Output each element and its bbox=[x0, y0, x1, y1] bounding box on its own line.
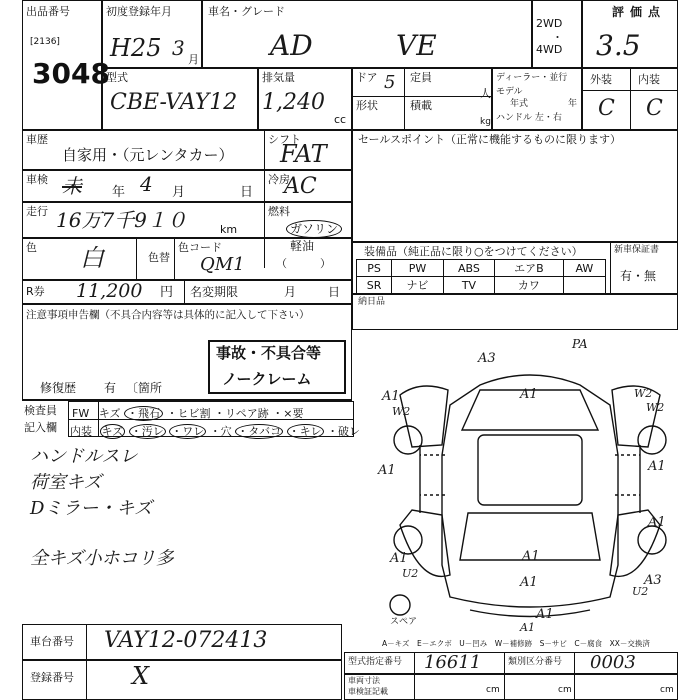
load-label: 積載 bbox=[410, 99, 432, 112]
warranty-label: 新車保証書 bbox=[614, 245, 660, 255]
int-tabako: ・タバコ bbox=[237, 425, 282, 438]
recycle-row bbox=[22, 280, 352, 304]
mark-w2-rf2: W2 bbox=[646, 401, 665, 414]
int-yogore: ・汚レ bbox=[130, 425, 164, 438]
inspection-value: 未 bbox=[62, 174, 82, 198]
ac-label: 冷房 bbox=[268, 173, 290, 186]
inspector-label2: 記入欄 bbox=[24, 421, 57, 434]
inspector-label1: 検査員 bbox=[24, 404, 57, 417]
check-hibi: ・ヒビ割 bbox=[166, 407, 211, 420]
size-label2: 車検証記載 bbox=[348, 687, 388, 696]
check-repair: ・リペア跡 bbox=[214, 407, 269, 420]
drive-2wd: 2WD bbox=[536, 17, 563, 30]
model-year-sub: 年式 bbox=[510, 99, 529, 109]
plate-value: X bbox=[132, 662, 150, 690]
check-kizu: キズ bbox=[98, 407, 121, 420]
mark-a1-lf: A1 bbox=[382, 389, 400, 404]
type-designation-label: 型式指定番号 bbox=[348, 657, 403, 667]
reg-year-value: H25 bbox=[110, 34, 162, 62]
door-value: 5 bbox=[384, 72, 396, 93]
repaint-label: 色替 bbox=[148, 251, 170, 264]
size-cm3: cm bbox=[660, 685, 674, 695]
mark-a1-lr: A1 bbox=[390, 551, 408, 566]
load-unit: kg bbox=[480, 117, 491, 127]
shift-value: FAT bbox=[280, 140, 327, 168]
mark-a1-hood: A1 bbox=[520, 387, 538, 402]
check-tobiishi: ・飛石 bbox=[124, 406, 163, 421]
model-label: 車名・グレード bbox=[208, 5, 285, 18]
change-month-unit: 月 bbox=[284, 285, 297, 299]
repair-label: 修復歴 bbox=[40, 381, 77, 395]
eq-abs: ABS bbox=[443, 260, 494, 277]
mileage-label: 走行 bbox=[26, 205, 48, 218]
mark-u2-rr: U2 bbox=[632, 585, 649, 598]
model-year-label: モデル bbox=[496, 87, 523, 97]
handwritten-note-4: 全キズ小ホコリ多 bbox=[30, 548, 174, 569]
door-label: ドア bbox=[356, 71, 378, 84]
exterior-value: C bbox=[598, 96, 615, 121]
sales-point-label: セールスポイント（正常に機能するものに限ります） bbox=[358, 133, 622, 146]
reg-year-label: 初度登録年月 bbox=[106, 5, 172, 18]
year-unit: 年 bbox=[568, 99, 578, 109]
category-value: 0003 bbox=[590, 652, 636, 673]
dealer-label: ディーラー・並行 bbox=[496, 73, 568, 83]
fw-label: FW bbox=[72, 407, 90, 420]
type-value: CBE-VAY12 bbox=[110, 90, 238, 115]
stamp-line2: ノークレーム bbox=[222, 370, 312, 388]
score-label: 評価点 bbox=[612, 5, 667, 19]
handle-label: ハンドル 左・右 bbox=[496, 113, 562, 123]
history-label: 車歴 bbox=[26, 133, 48, 146]
int-kire: ・キレ bbox=[288, 425, 322, 438]
handwritten-note-2: 荷室キズ bbox=[30, 472, 102, 493]
chassis-label: 車台番号 bbox=[30, 635, 74, 648]
eq-navi: ナビ bbox=[392, 277, 444, 294]
eq-tv: TV bbox=[443, 277, 494, 294]
capacity-unit: 人 bbox=[480, 87, 491, 100]
inspection-month-unit: 月 bbox=[172, 185, 186, 200]
delivery-label: 納日品 bbox=[358, 297, 386, 307]
mark-a3-rr: A3 bbox=[644, 573, 662, 588]
size-row bbox=[344, 674, 678, 700]
eq-leather: カワ bbox=[495, 277, 564, 294]
mark-a1-bumper2: A1 bbox=[520, 621, 535, 634]
int-ware: ・ワレ bbox=[171, 425, 205, 438]
eq-sr: SR bbox=[357, 277, 392, 294]
fuel-paren: （ ） bbox=[276, 257, 331, 270]
eq-ps: PS bbox=[357, 260, 392, 277]
delivery-box bbox=[352, 294, 678, 330]
int-yabure: ・破レ bbox=[327, 425, 361, 438]
lot-label: 出品番号 bbox=[26, 5, 70, 18]
shape-label: 形状 bbox=[356, 99, 378, 112]
fuel-label: 燃料 bbox=[268, 205, 290, 218]
notes-label: 注意事項申告欄（不具合内容等は具体的に記入して下さい） bbox=[26, 309, 310, 321]
lot-number: 3048 bbox=[32, 57, 110, 90]
check-row-interior bbox=[70, 423, 360, 439]
type-label: 型式 bbox=[106, 71, 128, 84]
plate-label: 登録番号 bbox=[30, 671, 74, 684]
change-day-unit: 日 bbox=[328, 285, 341, 299]
ac-value: AC bbox=[284, 174, 317, 199]
mark-a3-top: A3 bbox=[478, 351, 496, 366]
color-code-value: QM1 bbox=[200, 254, 245, 275]
mark-a1-rd2: A1 bbox=[648, 515, 666, 530]
exterior-label: 外装 bbox=[590, 73, 612, 86]
mark-pa: PA bbox=[572, 337, 588, 351]
reg-month-unit: 月 bbox=[188, 53, 199, 66]
category-label: 類別区分番号 bbox=[508, 657, 563, 667]
type-designation-value: 16611 bbox=[424, 652, 482, 673]
history-value: 自家用・（元レンタカー） bbox=[62, 146, 234, 164]
size-cm1: cm bbox=[486, 685, 500, 695]
equipment-table bbox=[356, 259, 606, 294]
damage-legend: A－キズ E－エクボ U－凹み W－補修跡 S－サビ C－腐食 XX－交換済 bbox=[382, 639, 650, 648]
mileage-unit: km bbox=[220, 223, 238, 236]
displacement-label: 排気量 bbox=[262, 71, 295, 84]
score-value: 3.5 bbox=[596, 29, 641, 62]
mark-u2-lr: U2 bbox=[402, 567, 419, 580]
change-label: 名変期限 bbox=[190, 285, 239, 299]
size-cm2: cm bbox=[558, 685, 572, 695]
warranty-value: 有・無 bbox=[620, 269, 657, 283]
mark-a1-rd: A1 bbox=[648, 459, 666, 474]
lot-sub: [2136] bbox=[30, 37, 60, 47]
int-ana: ・穴 bbox=[209, 425, 232, 438]
color-value: 白 bbox=[80, 244, 104, 272]
fuel-gasoline: ガソリン bbox=[286, 220, 342, 238]
mark-a1-trunk: A1 bbox=[522, 549, 540, 564]
handwritten-note-1: ハンドルスレ bbox=[30, 446, 138, 467]
color-code-label: 色コード bbox=[178, 241, 222, 254]
reg-month-value: 3 bbox=[172, 36, 185, 60]
inspection-day-unit: 日 bbox=[240, 185, 254, 200]
check-row-fw bbox=[72, 405, 304, 421]
color-label: 色 bbox=[26, 241, 37, 254]
mark-a1-bumper: A1 bbox=[536, 607, 554, 622]
check-x: ・×要 bbox=[272, 407, 304, 420]
mileage-value: 16万7千9１０ bbox=[56, 208, 187, 232]
inspection-month-value: 4 bbox=[140, 172, 153, 196]
drive-4wd: 4WD bbox=[536, 43, 563, 56]
sales-point-box bbox=[352, 130, 678, 242]
eq-airbag: エアB bbox=[495, 260, 564, 277]
int-kizu: キズ bbox=[101, 425, 124, 438]
mark-w2-rf: W2 bbox=[634, 387, 653, 400]
inspection-label: 車検 bbox=[26, 173, 48, 186]
drive-dot: ・ bbox=[552, 31, 563, 44]
shift-label: シフト bbox=[268, 133, 301, 146]
recycle-label: R券 bbox=[26, 285, 45, 298]
displacement-unit: cc bbox=[334, 113, 347, 126]
grade-value: VE bbox=[396, 29, 437, 62]
handwritten-note-3: Dミラー・キズ bbox=[30, 498, 153, 519]
equipment-label: 装備品（純正品に限り○をつけてください） bbox=[364, 245, 583, 258]
inspection-year-unit: 年 bbox=[112, 185, 126, 200]
eq-pw: PW bbox=[392, 260, 444, 277]
repair-value: 有 bbox=[104, 381, 117, 395]
fuel-diesel: 軽油 bbox=[290, 239, 315, 253]
eq-empty bbox=[563, 277, 605, 294]
capacity-label: 定員 bbox=[410, 71, 432, 84]
chassis-value: VAY12-072413 bbox=[104, 628, 268, 653]
model-value: AD bbox=[270, 29, 313, 62]
repair-parts: 〔箇所 bbox=[126, 381, 163, 395]
displacement-value: 1,240 bbox=[262, 90, 325, 115]
recycle-value: 11,200 bbox=[76, 280, 143, 302]
stamp-line1: 事故・不具合等 bbox=[216, 344, 322, 362]
mark-a1-rear: A1 bbox=[520, 575, 538, 590]
interior-label: 内装 bbox=[638, 73, 660, 86]
interior-value: C bbox=[646, 96, 663, 121]
recycle-unit: 円 bbox=[160, 285, 174, 300]
interior-row-label: 内装 bbox=[70, 425, 92, 438]
eq-aw: AW bbox=[563, 260, 605, 277]
mark-a1-ld: A1 bbox=[378, 463, 396, 478]
size-label1: 車両寸法 bbox=[348, 676, 380, 685]
mark-w2-lf: W2 bbox=[392, 405, 411, 418]
spare-label: スペア bbox=[390, 617, 418, 627]
